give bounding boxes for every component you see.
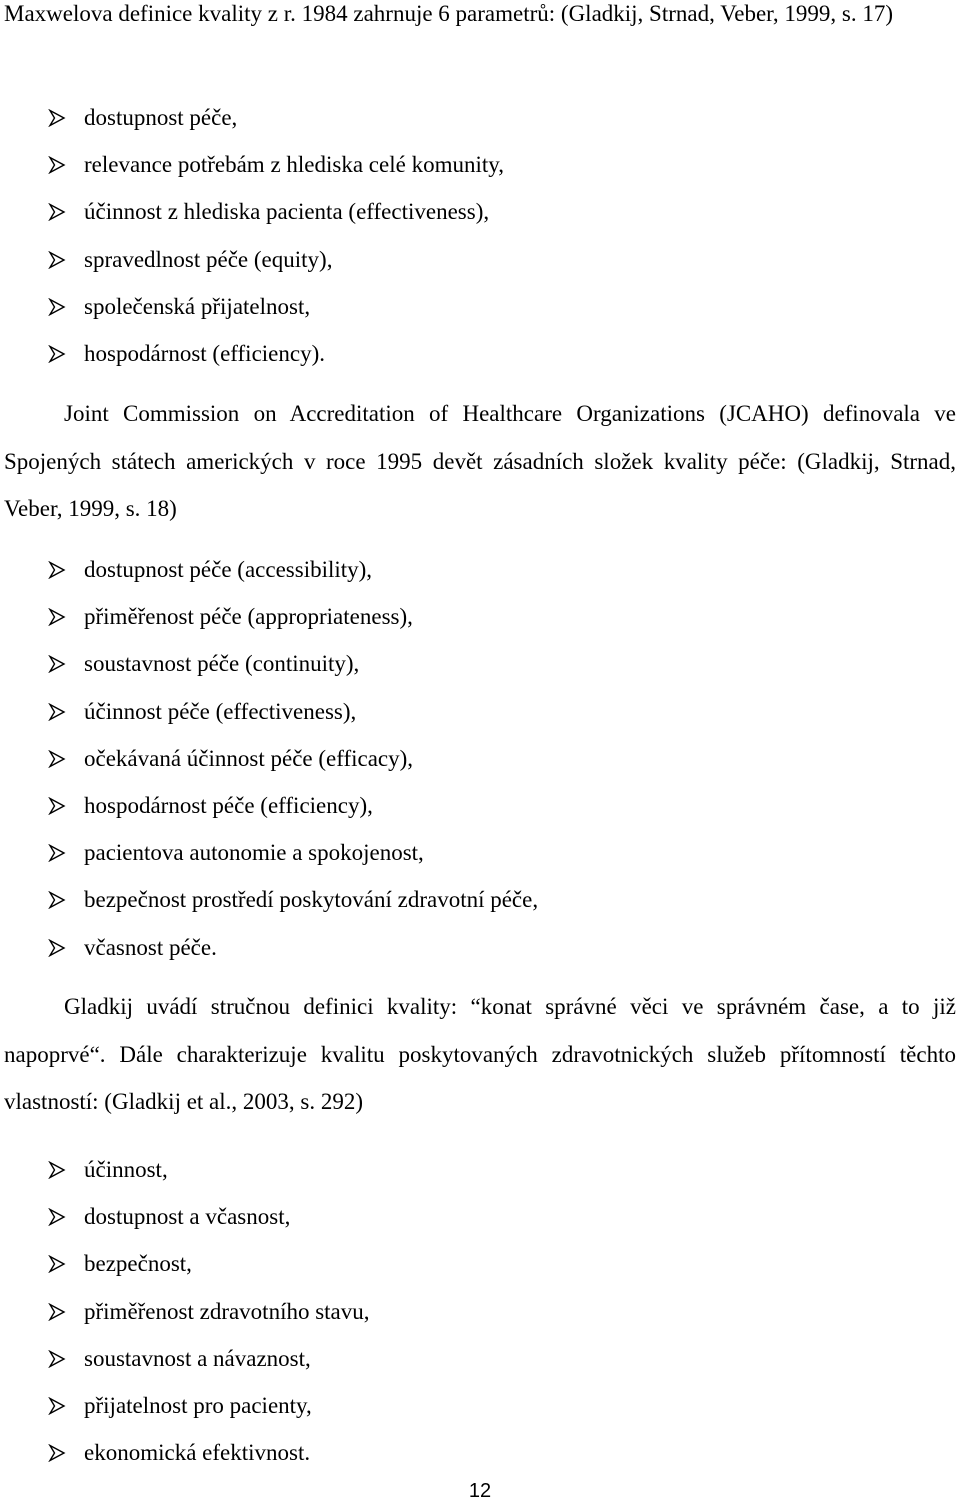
list-item	[48, 188, 504, 235]
list-item-text: očekávaná účinnost péče (efficacy),	[84, 745, 414, 771]
arrowhead-bullet-icon	[48, 298, 66, 316]
arrowhead-bullet-icon	[48, 891, 66, 909]
list-item-text: relevance potřebám z hlediska celé komunity,	[84, 152, 504, 178]
list-item	[48, 829, 538, 876]
list-item	[48, 1193, 370, 1240]
list-item	[48, 876, 538, 923]
paragraph-gladkij-definition: Gladkij uvádí stručnou definici kvality: “konat správné věci ve správném čase, a to již napoprvé“. Dále charakterizuje kvalitu poskytovaných zdravotnických služeb přítomností těchto vlastností: (Gladkij et al., 2003, s. 292)	[4, 994, 956, 1114]
list-item-text: společenská přijatelnost,	[84, 293, 311, 319]
list-item-text: přiměřenost péče (appropriateness),	[84, 604, 413, 630]
list-item	[48, 283, 504, 330]
list-item-text: přijatelnost pro pacienty,	[84, 1392, 312, 1418]
list-item	[48, 688, 538, 735]
list-item-text: hospodárnost péče (efficiency),	[84, 792, 373, 818]
list-item-text: přiměřenost zdravotního stavu,	[84, 1298, 370, 1324]
arrowhead-bullet-icon	[48, 608, 66, 626]
list-item-text: účinnost,	[84, 1157, 168, 1182]
arrowhead-bullet-icon	[48, 345, 66, 363]
list-item	[48, 924, 538, 971]
arrowhead-bullet-icon	[48, 156, 66, 174]
list-item-text: dostupnost péče (accessibility),	[84, 557, 373, 582]
list-item	[48, 1240, 370, 1287]
paragraph-jcaho-definition: Joint Commission on Accreditation of Healthcare Organizations (JCAHO) definovala ve Spojených státech amerických v roce 1995 devět zásadních složek kvality péče: (Gladkij, Strnad, Veber, 1999, s. 18)	[4, 401, 956, 521]
page-number: 12	[468, 1480, 492, 1502]
list-item	[48, 1288, 370, 1335]
arrowhead-bullet-icon	[48, 561, 66, 579]
arrowhead-bullet-icon	[48, 109, 66, 127]
list-item-text: spravedlnost péče (equity),	[84, 246, 333, 272]
list-item	[48, 330, 504, 377]
arrowhead-bullet-icon	[48, 1161, 66, 1179]
arrowhead-bullet-icon	[48, 1444, 66, 1462]
arrowhead-bullet-icon	[48, 203, 66, 221]
arrowhead-bullet-icon	[48, 1397, 66, 1415]
jcaho-components-list	[48, 546, 538, 971]
arrowhead-bullet-icon	[48, 797, 66, 815]
list-item-text: bezpečnost prostředí poskytování zdravotní péče,	[84, 887, 539, 913]
list-item	[48, 141, 504, 188]
arrowhead-bullet-icon	[48, 703, 66, 721]
maxwell-parameters-list	[48, 94, 504, 377]
list-item-text: bezpečnost,	[84, 1251, 192, 1277]
list-item-text: dostupnost a včasnost,	[84, 1204, 291, 1230]
paragraph-maxwell-definition: Maxwelova definice kvality z r. 1984 zahrnuje 6 parametrů: (Gladkij, Strnad, Veber, 1999, s. 17)	[4, 1, 894, 26]
arrowhead-bullet-icon	[48, 750, 66, 768]
list-item-text: včasnost péče.	[84, 934, 217, 960]
arrowhead-bullet-icon	[48, 939, 66, 957]
list-item	[48, 593, 538, 640]
gladkij-properties-list	[48, 1146, 370, 1476]
list-item-text: účinnost péče (effectiveness),	[84, 698, 357, 724]
list-item	[48, 640, 538, 687]
list-item-text: soustavnost péče (continuity),	[84, 651, 360, 677]
list-item	[48, 735, 538, 782]
arrowhead-bullet-icon	[48, 1350, 66, 1368]
arrowhead-bullet-icon	[48, 251, 66, 269]
list-item	[48, 236, 504, 283]
list-item-text: účinnost z hlediska pacienta (effectiveness),	[84, 199, 490, 225]
arrowhead-bullet-icon	[48, 1255, 66, 1273]
list-item	[48, 546, 538, 593]
list-item-text: hospodárnost (efficiency).	[84, 340, 325, 366]
list-item	[48, 1429, 370, 1476]
list-item-text: dostupnost péče,	[84, 105, 238, 130]
list-item-text: pacientova autonomie a spokojenost,	[84, 840, 424, 866]
arrowhead-bullet-icon	[48, 1208, 66, 1226]
list-item	[48, 94, 504, 141]
list-item-text: ekonomická efektivnost.	[84, 1440, 311, 1466]
list-item	[48, 782, 538, 829]
arrowhead-bullet-icon	[48, 844, 66, 862]
list-item	[48, 1146, 370, 1193]
arrowhead-bullet-icon	[48, 655, 66, 673]
arrowhead-bullet-icon	[48, 1303, 66, 1321]
list-item	[48, 1335, 370, 1382]
list-item	[48, 1382, 370, 1429]
list-item-text: soustavnost a návaznost,	[84, 1345, 311, 1371]
